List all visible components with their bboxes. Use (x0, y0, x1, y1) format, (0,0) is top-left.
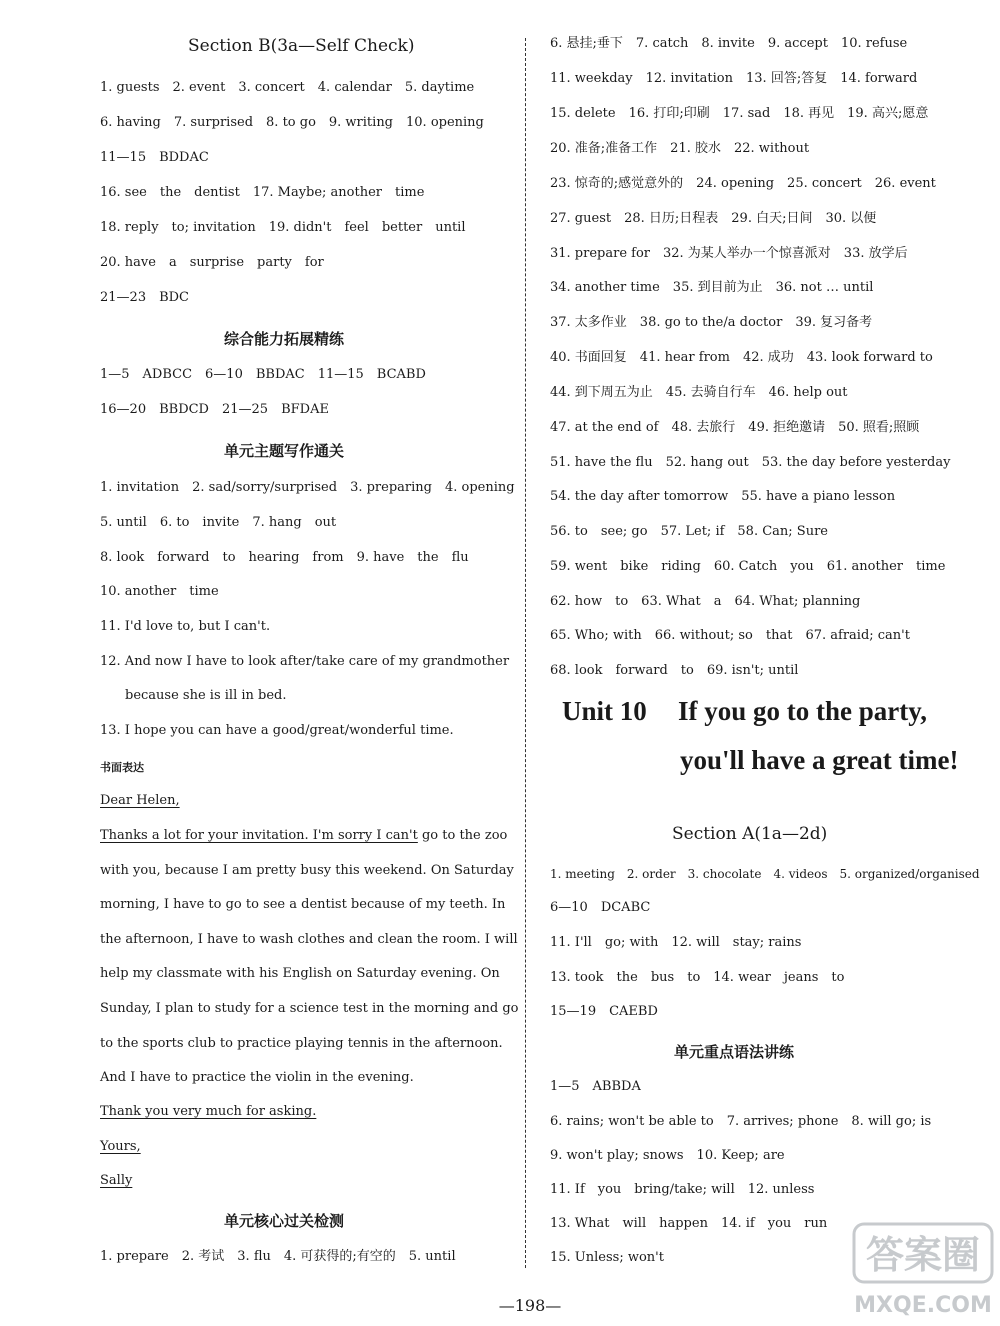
writing-label: 书面表达 (100, 761, 144, 774)
answer-line: because she is ill in bed. (125, 688, 287, 703)
answer-line: 44. 到下周五为止 45. 去骑自行车 46. help out (550, 385, 848, 400)
page-number: —198— (498, 1296, 562, 1315)
watermark-logo (848, 1218, 998, 1326)
answer-line: 34. another time 35. 到目前为止 36. not … until (550, 280, 874, 295)
unit-title-line1: If you go to the party, (678, 696, 927, 726)
letter-signature: Sally (100, 1173, 133, 1188)
answer-line: 62. how to 63. What a 64. What; planning (550, 594, 861, 609)
answer-line: 1—5 ABBDA (550, 1079, 641, 1094)
answer-line: 8. look forward to hearing from 9. have the flu (100, 550, 469, 565)
letter-line: to the sports club to practice playing tennis in the afternoon. (100, 1036, 503, 1051)
answer-line: 13. took the bus to 14. wear jeans to (550, 970, 845, 985)
unit-label: Unit 10 (562, 696, 647, 726)
answer-line: 40. 书面回复 41. hear from 42. 成功 43. look forward to (550, 350, 933, 365)
svg-text:MXQE.COM: MXQE.COM (854, 1293, 992, 1318)
heading-writing: 单元主题写作通关 (224, 442, 345, 460)
answer-line: 1—5 ADBCC 6—10 BBDAC 11—15 BCABD (100, 367, 426, 382)
answer-line: 6. having 7. surprised 8. to go 9. writing 10. opening (100, 115, 484, 130)
answer-line: 5. until 6. to invite 7. hang out (100, 515, 337, 530)
answer-line: 54. the day after tomorrow 55. have a piano lesson (550, 489, 896, 504)
answer-line: 1. prepare 2. 考试 3. flu 4. 可获得的;有空的 5. until (100, 1249, 456, 1264)
section-a-title: Section A(1a—2d) (672, 824, 828, 844)
letter-first-line (100, 828, 507, 844)
answer-line: 6. rains; won't be able to 7. arrives; phone 8. will go; is (550, 1114, 932, 1129)
letter-closing: Thank you very much for asking. (100, 1104, 317, 1119)
answer-line: 47. at the end of 48. 去旅行 49. 拒绝邀请 50. 照看;照顾 (550, 420, 920, 435)
answer-line: 68. look forward to 69. isn't; until (550, 663, 799, 678)
answer-line: 15. Unless; won't (550, 1250, 664, 1265)
letter-first-rest: go to the zoo (417, 828, 508, 843)
letter-line: Sunday, I plan to study for a science test in the morning and go (100, 1001, 519, 1016)
answer-line: 59. went bike riding 60. Catch you 61. another time (550, 559, 946, 574)
answer-line: 12. And now I have to look after/take care of my grandmother (100, 654, 510, 669)
answer-line: 11. weekday 12. invitation 13. 回答;答复 14. forward (550, 71, 918, 86)
unit-title-line2: you'll have a great time! (680, 745, 959, 775)
heading-grammar: 单元重点语法讲练 (674, 1043, 795, 1061)
letter-closing: Yours, (100, 1139, 141, 1154)
letter-line: And I have to practice the violin in the evening. (100, 1070, 414, 1085)
letter-line: with you, because I am pretty busy this weekend. On Saturday (100, 863, 514, 878)
answer-line: 23. 惊奇的;感觉意外的 24. opening 25. concert 26. event (550, 176, 936, 191)
section-b-title: Section B(3a—Self Check) (188, 36, 415, 56)
answer-line: 6. 悬挂;垂下 7. catch 8. invite 9. accept 10. refuse (550, 36, 908, 51)
answer-line: 31. prepare for 32. 为某人举办一个惊喜派对 33. 放学后 (550, 246, 908, 261)
answer-line: 15. delete 16. 打印;印刷 17. sad 18. 再见 19. 高兴;愿意 (550, 106, 929, 121)
letter-line: the afternoon, I have to wash clothes and clean the room. I will (100, 932, 518, 947)
letter-first-underlined: Thanks a lot for your invitation. I'm sorry I can't (100, 828, 418, 843)
answer-line: 1. invitation 2. sad/sorry/surprised 3. preparing 4. opening (100, 480, 515, 495)
answer-line: 37. 太多作业 38. go to the/a doctor 39. 复习备考 (550, 315, 873, 330)
letter-greeting: Dear Helen, (100, 793, 180, 808)
answer-line: 11—15 BDDAC (100, 150, 209, 165)
answer-line: 13. I hope you can have a good/great/wonderful time. (100, 723, 454, 738)
answer-line: 27. guest 28. 日历;日程表 29. 白天;日间 30. 以便 (550, 211, 877, 226)
answer-line: 16. see the dentist 17. Maybe; another time (100, 185, 425, 200)
answer-line: 21—23 BDC (100, 290, 190, 305)
answer-line: 6—10 DCABC (550, 900, 651, 915)
answer-line: 13. What will happen 14. if you run (550, 1216, 828, 1231)
answer-line: 65. Who; with 66. without; so that 67. afraid; can't (550, 628, 910, 643)
column-divider (525, 38, 526, 1268)
answer-line: 10. another time (100, 584, 219, 599)
letter-line: help my classmate with his English on Saturday evening. On (100, 966, 500, 981)
svg-text:答案圈: 答案圈 (865, 1233, 981, 1277)
answer-line: 20. have a surprise party for (100, 255, 324, 270)
answer-line: 11. If you bring/take; will 12. unless (550, 1182, 815, 1197)
answer-line: 51. have the flu 52. hang out 53. the day before yesterday (550, 455, 951, 470)
answer-line: 1. guests 2. event 3. concert 4. calendar 5. daytime (100, 80, 475, 95)
heading-comprehensive: 综合能力拓展精练 (224, 330, 345, 348)
answer-line: 9. won't play; snows 10. Keep; are (550, 1148, 785, 1163)
letter-line: morning, I have to go to see a dentist because of my teeth. In (100, 897, 506, 912)
answer-line: 11. I'd love to, but I can't. (100, 619, 271, 634)
answer-line: 20. 准备;准备工作 21. 胶水 22. without (550, 141, 810, 156)
answer-line: 11. I'll go; with 12. will stay; rains (550, 935, 802, 950)
answer-line: 1. meeting 2. order 3. chocolate 4. videos 5. organized/organised (550, 867, 980, 881)
answer-line: 15—19 CAEBD (550, 1004, 658, 1019)
answer-line: 16—20 BBDCD 21—25 BFDAE (100, 402, 329, 417)
answer-line: 56. to see; go 57. Let; if 58. Can; Sure (550, 524, 828, 539)
answer-line: 18. reply to; invitation 19. didn't feel better until (100, 220, 466, 235)
heading-core-check: 单元核心过关检测 (224, 1212, 345, 1230)
